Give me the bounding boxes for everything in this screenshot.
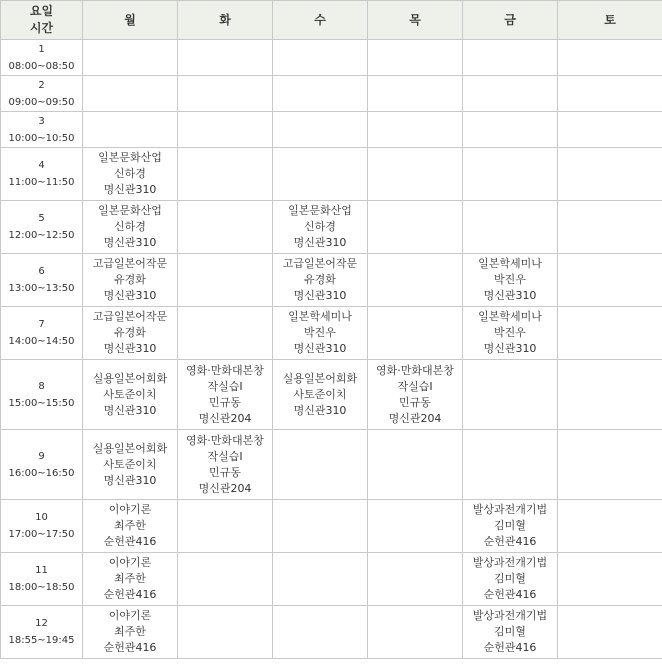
class-instructor: 신하경 xyxy=(304,220,336,233)
class-entry[interactable] xyxy=(83,203,177,251)
slot-cell-wed xyxy=(273,430,368,500)
class-title: 일본학세미나 xyxy=(288,310,352,323)
class-room: 명신관204 xyxy=(198,481,252,495)
day-header-thu: 목 xyxy=(368,1,463,40)
slot-cell-tue xyxy=(178,307,273,360)
class-instructor: 민규동 xyxy=(209,395,241,409)
class-entry[interactable] xyxy=(368,363,462,427)
class-room: 명신관310 xyxy=(293,236,347,249)
class-title: 실용일본어회화 xyxy=(92,371,168,385)
period-number: 12 xyxy=(35,618,48,629)
class-title-cont: 작실습I xyxy=(207,449,243,463)
period-row xyxy=(1,430,662,500)
corner-header xyxy=(1,1,83,40)
slot-cell-mon xyxy=(83,148,178,201)
slot-cell-thu xyxy=(368,553,463,606)
slot-cell-thu xyxy=(368,430,463,500)
class-entry[interactable] xyxy=(273,309,367,357)
class-title: 실용일본어회화 xyxy=(282,371,358,385)
slot-cell-sat xyxy=(558,76,662,112)
period-row xyxy=(1,254,662,307)
slot-cell-mon xyxy=(83,76,178,112)
class-title: 고급일본어작문 xyxy=(282,257,358,270)
period-row xyxy=(1,606,662,659)
day-header-wed: 수 xyxy=(273,1,368,40)
class-entry[interactable] xyxy=(83,608,177,656)
slot-cell-fri xyxy=(463,307,558,360)
class-entry[interactable] xyxy=(463,608,557,656)
class-instructor: 유경화 xyxy=(114,273,146,286)
slot-cell-wed xyxy=(273,307,368,360)
slot-cell-sat xyxy=(558,553,662,606)
class-instructor: 민규동 xyxy=(209,465,241,479)
period-time: 10:00~10:50 xyxy=(8,132,75,144)
slot-cell-fri xyxy=(463,500,558,553)
slot-cell-mon xyxy=(83,307,178,360)
period-row xyxy=(1,201,662,254)
period-time-cell xyxy=(1,553,83,606)
class-entry[interactable] xyxy=(83,555,177,603)
slot-cell-tue xyxy=(178,606,273,659)
class-instructor: 사토준이치 xyxy=(103,457,157,471)
slot-cell-thu xyxy=(368,606,463,659)
class-room: 명신관310 xyxy=(103,473,157,487)
class-entry[interactable] xyxy=(463,502,557,550)
class-instructor: 김미혈 xyxy=(494,625,526,638)
slot-cell-sat xyxy=(558,360,662,430)
period-row xyxy=(1,360,662,430)
slot-cell-tue xyxy=(178,76,273,112)
slot-cell-wed xyxy=(273,112,368,148)
period-time: 16:00~16:50 xyxy=(8,467,75,479)
slot-cell-sat xyxy=(558,307,662,360)
class-room: 명신관310 xyxy=(293,289,347,302)
class-room: 명신관310 xyxy=(103,342,157,355)
day-header-fri: 금 xyxy=(463,1,558,40)
class-title: 일본문화산업 xyxy=(288,204,352,217)
slot-cell-thu xyxy=(368,201,463,254)
period-number: 9 xyxy=(38,450,45,462)
slot-cell-fri xyxy=(463,606,558,659)
period-time: 12:00~12:50 xyxy=(8,230,75,241)
day-header-mon: 월 xyxy=(83,1,178,40)
class-title: 영화·만화대본창 xyxy=(186,433,264,447)
class-instructor: 박진우 xyxy=(304,326,336,339)
period-time: 09:00~09:50 xyxy=(8,96,75,108)
timetable-body xyxy=(1,40,662,659)
class-entry[interactable] xyxy=(83,441,177,489)
slot-cell-wed xyxy=(273,148,368,201)
class-entry[interactable] xyxy=(463,309,557,357)
period-number: 11 xyxy=(35,565,48,576)
period-time: 08:00~08:50 xyxy=(8,60,75,72)
period-time-cell xyxy=(1,40,83,76)
class-instructor: 유경화 xyxy=(304,273,336,286)
class-room: 명신관310 xyxy=(483,342,537,355)
period-row xyxy=(1,500,662,553)
period-time: 11:00~11:50 xyxy=(8,177,75,188)
slot-cell-fri xyxy=(463,430,558,500)
period-time: 18:55~19:45 xyxy=(8,635,75,646)
slot-cell-sat xyxy=(558,148,662,201)
period-number: 8 xyxy=(38,380,45,392)
period-number: 5 xyxy=(38,213,45,224)
slot-cell-tue xyxy=(178,148,273,201)
class-entry[interactable] xyxy=(273,256,367,304)
class-instructor: 사토준이치 xyxy=(293,387,347,401)
slot-cell-mon xyxy=(83,112,178,148)
slot-cell-wed xyxy=(273,553,368,606)
class-title: 고급일본어작문 xyxy=(92,310,168,323)
period-time-cell xyxy=(1,112,83,148)
slot-cell-tue xyxy=(178,553,273,606)
class-title: 고급일본어작문 xyxy=(92,257,168,270)
class-title: 발상과전개기법 xyxy=(472,556,548,569)
slot-cell-thu xyxy=(368,307,463,360)
period-time: 18:00~18:50 xyxy=(8,582,75,593)
slot-cell-wed xyxy=(273,606,368,659)
class-room: 순헌관416 xyxy=(483,588,537,601)
class-room: 명신관204 xyxy=(388,411,442,425)
header-row xyxy=(1,1,662,40)
slot-cell-wed xyxy=(273,254,368,307)
class-room: 순헌관416 xyxy=(103,641,157,654)
slot-cell-thu xyxy=(368,76,463,112)
period-row xyxy=(1,112,662,148)
slot-cell-mon xyxy=(83,500,178,553)
class-instructor: 최주한 xyxy=(114,572,146,585)
slot-cell-fri xyxy=(463,254,558,307)
class-instructor: 김미혈 xyxy=(494,572,526,585)
class-instructor: 박진우 xyxy=(494,326,526,339)
period-number: 10 xyxy=(35,512,48,523)
slot-cell-mon xyxy=(83,553,178,606)
class-instructor: 사토준이치 xyxy=(103,387,157,401)
slot-cell-sat xyxy=(558,500,662,553)
slot-cell-thu xyxy=(368,112,463,148)
class-instructor: 최주한 xyxy=(114,519,146,532)
slot-cell-mon xyxy=(83,430,178,500)
period-number: 4 xyxy=(38,160,45,171)
class-room: 명신관310 xyxy=(103,183,157,196)
class-instructor: 김미혈 xyxy=(494,519,526,532)
class-title-cont: 작실습I xyxy=(397,379,433,393)
class-title: 일본학세미나 xyxy=(478,310,542,323)
class-entry[interactable] xyxy=(178,363,272,427)
slot-cell-wed xyxy=(273,76,368,112)
class-instructor: 박진우 xyxy=(494,273,526,286)
class-instructor: 신하경 xyxy=(114,220,146,233)
period-time-cell xyxy=(1,254,83,307)
class-entry[interactable] xyxy=(463,256,557,304)
slot-cell-sat xyxy=(558,112,662,148)
slot-cell-tue xyxy=(178,430,273,500)
period-number: 1 xyxy=(38,43,45,55)
period-time-cell xyxy=(1,430,83,500)
class-entry[interactable] xyxy=(273,203,367,251)
slot-cell-tue xyxy=(178,500,273,553)
corner-time-label: 시간 xyxy=(29,21,54,35)
slot-cell-mon xyxy=(83,201,178,254)
slot-cell-sat xyxy=(558,201,662,254)
period-time: 13:00~13:50 xyxy=(8,283,75,294)
period-time-cell xyxy=(1,307,83,360)
period-row xyxy=(1,148,662,201)
class-room: 명신관310 xyxy=(103,289,157,302)
class-entry[interactable] xyxy=(273,371,367,419)
slot-cell-sat xyxy=(558,254,662,307)
period-time-cell xyxy=(1,201,83,254)
class-instructor: 유경화 xyxy=(114,326,146,339)
class-title-cont: 작실습I xyxy=(207,379,243,393)
class-room: 명신관310 xyxy=(103,403,157,417)
class-instructor: 민규동 xyxy=(399,395,431,409)
class-title: 발상과전개기법 xyxy=(472,503,548,516)
class-title: 이야기론 xyxy=(108,556,152,569)
slot-cell-thu xyxy=(368,40,463,76)
class-entry[interactable] xyxy=(83,150,177,198)
period-time-cell xyxy=(1,360,83,430)
period-time: 17:00~17:50 xyxy=(8,529,75,540)
slot-cell-fri xyxy=(463,553,558,606)
class-room: 순헌관416 xyxy=(103,535,157,548)
class-title: 이야기론 xyxy=(108,609,152,622)
period-number: 2 xyxy=(38,79,45,91)
slot-cell-thu xyxy=(368,254,463,307)
class-entry[interactable] xyxy=(463,555,557,603)
slot-cell-fri xyxy=(463,148,558,201)
slot-cell-fri xyxy=(463,360,558,430)
class-entry[interactable] xyxy=(83,256,177,304)
class-room: 명신관204 xyxy=(198,411,252,425)
class-room: 명신관310 xyxy=(483,289,537,302)
class-room: 명신관310 xyxy=(293,342,347,355)
period-row xyxy=(1,307,662,360)
class-title: 발상과전개기법 xyxy=(472,609,548,622)
slot-cell-tue xyxy=(178,112,273,148)
slot-cell-mon xyxy=(83,254,178,307)
slot-cell-tue xyxy=(178,254,273,307)
class-title: 영화·만화대본창 xyxy=(376,363,454,377)
class-title: 실용일본어회화 xyxy=(92,441,168,455)
period-time-cell xyxy=(1,148,83,201)
corner-day-label: 요일 xyxy=(29,4,54,18)
class-room: 순헌관416 xyxy=(483,535,537,548)
slot-cell-wed xyxy=(273,360,368,430)
period-number: 3 xyxy=(38,115,45,127)
class-room: 명신관310 xyxy=(103,236,157,249)
slot-cell-sat xyxy=(558,430,662,500)
slot-cell-thu xyxy=(368,500,463,553)
slot-cell-mon xyxy=(83,360,178,430)
slot-cell-tue xyxy=(178,360,273,430)
period-number: 6 xyxy=(38,266,45,277)
slot-cell-fri xyxy=(463,201,558,254)
class-room: 명신관310 xyxy=(293,403,347,417)
slot-cell-fri xyxy=(463,76,558,112)
period-time: 14:00~14:50 xyxy=(8,336,75,347)
day-header-sat: 토 xyxy=(558,1,662,40)
period-row xyxy=(1,76,662,112)
class-entry[interactable] xyxy=(178,433,272,497)
class-title: 일본문화산업 xyxy=(98,151,162,164)
period-row xyxy=(1,553,662,606)
slot-cell-thu xyxy=(368,148,463,201)
slot-cell-sat xyxy=(558,606,662,659)
period-number: 7 xyxy=(38,319,45,330)
slot-cell-sat xyxy=(558,40,662,76)
slot-cell-tue xyxy=(178,40,273,76)
period-time-cell xyxy=(1,606,83,659)
day-header-tue: 화 xyxy=(178,1,273,40)
class-entry[interactable] xyxy=(83,371,177,419)
class-entry[interactable] xyxy=(83,502,177,550)
class-title: 일본학세미나 xyxy=(478,257,542,270)
class-title: 이야기론 xyxy=(108,503,152,516)
slot-cell-fri xyxy=(463,40,558,76)
class-instructor: 최주한 xyxy=(114,625,146,638)
slot-cell-wed xyxy=(273,201,368,254)
period-time-cell xyxy=(1,500,83,553)
period-row xyxy=(1,40,662,76)
slot-cell-mon xyxy=(83,40,178,76)
slot-cell-tue xyxy=(178,201,273,254)
class-title: 영화·만화대본창 xyxy=(186,363,264,377)
class-room: 순헌관416 xyxy=(483,641,537,654)
class-entry[interactable] xyxy=(83,309,177,357)
class-instructor: 신하경 xyxy=(114,167,146,180)
slot-cell-wed xyxy=(273,500,368,553)
period-time-cell xyxy=(1,76,83,112)
class-title: 일본문화산업 xyxy=(98,204,162,217)
class-room: 순헌관416 xyxy=(103,588,157,601)
period-time: 15:00~15:50 xyxy=(8,397,75,409)
slot-cell-fri xyxy=(463,112,558,148)
slot-cell-wed xyxy=(273,40,368,76)
slot-cell-mon xyxy=(83,606,178,659)
slot-cell-thu xyxy=(368,360,463,430)
